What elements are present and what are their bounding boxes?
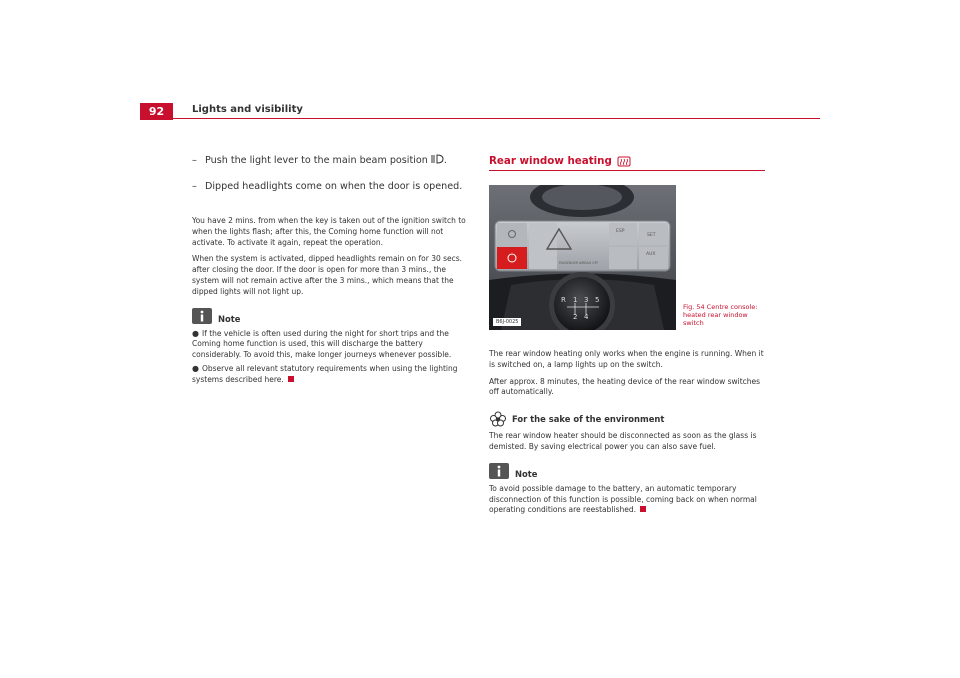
gear-r-label: R <box>561 296 566 304</box>
figure-code: B6J-0025 <box>493 318 521 326</box>
esp-label: ESP <box>616 229 625 234</box>
gear-2-label: 2 <box>573 313 578 321</box>
note-label: Note <box>515 468 538 479</box>
section-end-icon <box>640 506 646 512</box>
instruction-text: Push the light lever to the main beam position <box>205 155 428 166</box>
note-bullet <box>192 329 468 361</box>
page-number: 92 <box>140 103 173 120</box>
paragraph: You have 2 mins. from when the key is taken out of the ignition switch to when the lights flash; after this, the Coming home function will not activate. To activate it again, repeat the operation. <box>192 216 466 247</box>
rear-window-heating-icon <box>617 156 631 167</box>
section-rule <box>489 170 765 171</box>
gear-4-label: 4 <box>584 313 589 321</box>
passenger-airbag-label: PASSENGER AIRBAG OFF <box>559 261 599 265</box>
note-info-icon <box>489 463 509 479</box>
centre-console-photo <box>489 185 676 330</box>
gear-5-label: 5 <box>595 296 600 304</box>
left-column <box>192 154 468 389</box>
figure <box>489 185 765 332</box>
note-heading <box>489 463 765 479</box>
note-label: Note <box>218 313 241 324</box>
note-info-icon <box>192 308 212 324</box>
bullet-icon: ● <box>192 363 199 373</box>
right-column <box>489 154 765 522</box>
header-rule <box>140 118 820 119</box>
bullet-icon: ● <box>192 328 199 338</box>
paragraph: When the system is activated, dipped headlights remain on for 30 secs. after closing the door. If the door is open for more than 3 mins., the system will not remain active after the 3 mins., which means that the dipped lights will not light up. <box>192 254 463 296</box>
paragraph: The rear window heating only works when the engine is running. When it is switched on, a lamp lights up on the switch. <box>489 349 764 369</box>
centre-console-illustration <box>489 185 676 330</box>
environment-text: The rear window heater should be disconnected as soon as the glass is demisted. By saving electrical power you can also save fuel. <box>489 431 757 451</box>
flower-environment-icon <box>489 411 507 427</box>
environment-heading <box>489 411 765 427</box>
section-end-icon <box>288 376 294 382</box>
main-beam-icon <box>431 154 444 164</box>
environment-label: For the sake of the environment <box>512 414 665 425</box>
section-title-text: Rear window heating <box>489 155 612 167</box>
note-text <box>489 484 765 516</box>
instruction-step: – Push the light lever to the main beam position . <box>192 155 447 166</box>
figure-caption: Fig. 54 Centre console: heated rear window switch <box>683 303 758 327</box>
running-header: Lights and visibility <box>192 104 303 115</box>
section-title <box>489 154 765 168</box>
instruction-step: – Dipped headlights come on when the door is opened. <box>192 181 463 192</box>
set-label: SET <box>647 233 656 238</box>
bullet-text: Observe all relevant statutory requirements when using the lighting systems described here. <box>192 363 458 384</box>
gear-3-label: 3 <box>584 296 589 304</box>
paragraph: After approx. 8 minutes, the heating device of the rear window switches off automatically. <box>489 376 761 397</box>
note-heading <box>192 308 468 324</box>
instruction-text: Dipped headlights come on when the door is opened. <box>205 181 463 192</box>
note-bullet <box>192 364 468 386</box>
bullet-text: If the vehicle is often used during the night for short trips and the Coming home function is used, this will discharge the battery considerably. To avoid this, make longer journeys whenever possible. <box>192 328 452 360</box>
note-body: To avoid possible damage to the battery, an automatic temporary disconnection of this function is possible, coming back on when normal operating conditions are reestablished. <box>489 483 757 515</box>
aux-label: AUX <box>646 252 656 257</box>
gear-1-label: 1 <box>573 296 578 304</box>
